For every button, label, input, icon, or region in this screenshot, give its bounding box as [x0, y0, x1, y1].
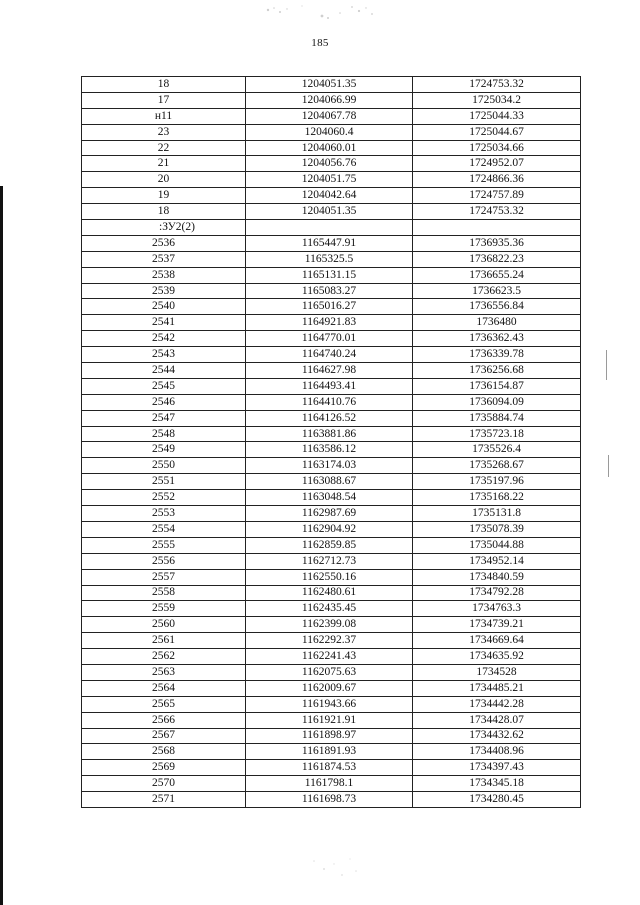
y-coordinate-cell: 1736362.43	[413, 331, 581, 347]
point-number-cell: 2564	[82, 680, 246, 696]
table-row	[82, 283, 581, 299]
point-number-cell: 17	[82, 92, 246, 108]
scan-edge-line	[606, 350, 607, 380]
point-number-cell: 2570	[82, 776, 246, 792]
table-row	[82, 601, 581, 617]
x-coordinate-cell: 1162075.63	[246, 664, 413, 680]
x-coordinate-cell: 1162435.45	[246, 601, 413, 617]
table-row	[82, 696, 581, 712]
point-number-cell: 2536	[82, 235, 246, 251]
x-coordinate-cell: 1164627.98	[246, 363, 413, 379]
table-row	[82, 792, 581, 808]
x-coordinate-cell: 1204060.01	[246, 140, 413, 156]
point-number-cell: 2545	[82, 378, 246, 394]
point-number-cell: 2549	[82, 442, 246, 458]
x-coordinate-cell: 1161921.91	[246, 712, 413, 728]
y-coordinate-cell: 1724757.89	[413, 188, 581, 204]
y-coordinate-cell: 1724753.32	[413, 77, 581, 93]
table-row	[82, 537, 581, 553]
point-number-cell: н11	[82, 108, 246, 124]
table-row	[82, 394, 581, 410]
x-coordinate-cell: 1162987.69	[246, 506, 413, 522]
point-number-cell: 2567	[82, 728, 246, 744]
x-coordinate-cell: 1204060.4	[246, 124, 413, 140]
x-coordinate-cell: 1204066.99	[246, 92, 413, 108]
y-coordinate-cell: 1734528	[413, 664, 581, 680]
y-coordinate-cell: 1734408.96	[413, 744, 581, 760]
x-coordinate-cell: 1163881.86	[246, 426, 413, 442]
point-number-cell: 2546	[82, 394, 246, 410]
scan-noise-mark	[304, 855, 364, 883]
x-coordinate-cell: 1163174.03	[246, 458, 413, 474]
y-coordinate-cell: 1734763.3	[413, 601, 581, 617]
point-number-cell: 2548	[82, 426, 246, 442]
y-coordinate-cell: 1735268.67	[413, 458, 581, 474]
point-number-cell: 2554	[82, 521, 246, 537]
x-coordinate-cell: 1162550.16	[246, 569, 413, 585]
y-coordinate-cell: 1734345.18	[413, 776, 581, 792]
y-coordinate-cell: 1735168.22	[413, 490, 581, 506]
x-coordinate-cell: 1162904.92	[246, 521, 413, 537]
y-coordinate-cell: 1734635.92	[413, 649, 581, 665]
table-row	[82, 585, 581, 601]
x-coordinate-cell: 1164493.41	[246, 378, 413, 394]
x-coordinate-cell: 1162480.61	[246, 585, 413, 601]
y-coordinate-cell: 1734442.28	[413, 696, 581, 712]
y-coordinate-cell: 1736256.68	[413, 363, 581, 379]
table-section-row	[82, 220, 581, 236]
x-coordinate-cell: 1165131.15	[246, 267, 413, 283]
table-row	[82, 442, 581, 458]
table-row	[82, 156, 581, 172]
x-coordinate-cell: 1165325.5	[246, 251, 413, 267]
point-number-cell: 2553	[82, 506, 246, 522]
table-row	[82, 649, 581, 665]
y-coordinate-cell: 1734840.59	[413, 569, 581, 585]
x-coordinate-cell: 1162399.08	[246, 617, 413, 633]
table-row	[82, 506, 581, 522]
table-row	[82, 267, 581, 283]
table-row	[82, 378, 581, 394]
x-coordinate-cell: 1204051.75	[246, 172, 413, 188]
point-number-cell: 20	[82, 172, 246, 188]
y-coordinate-cell: 1735526.4	[413, 442, 581, 458]
y-coordinate-cell: 1734739.21	[413, 617, 581, 633]
table-row	[82, 521, 581, 537]
y-coordinate-cell: 1734485.21	[413, 680, 581, 696]
point-number-cell: 18	[82, 77, 246, 93]
x-coordinate-cell: 1163586.12	[246, 442, 413, 458]
page-number: 185	[311, 37, 329, 49]
y-coordinate-cell: 1735884.74	[413, 410, 581, 426]
point-number-cell: 2555	[82, 537, 246, 553]
point-number-cell: 2550	[82, 458, 246, 474]
table-row	[82, 664, 581, 680]
point-number-cell: 19	[82, 188, 246, 204]
point-number-cell: 22	[82, 140, 246, 156]
point-number-cell: 2540	[82, 299, 246, 315]
point-number-cell: 23	[82, 124, 246, 140]
table-row	[82, 458, 581, 474]
scan-noise-mark	[262, 2, 382, 22]
x-coordinate-cell: 1164410.76	[246, 394, 413, 410]
x-coordinate-cell: 1164921.83	[246, 315, 413, 331]
y-coordinate-cell: 1734432.62	[413, 728, 581, 744]
point-number-cell: 2556	[82, 553, 246, 569]
y-coordinate-cell: 1725034.66	[413, 140, 581, 156]
point-number-cell: 2547	[82, 410, 246, 426]
y-coordinate-cell: 1736655.24	[413, 267, 581, 283]
y-coordinate-cell: 1736935.36	[413, 235, 581, 251]
table-row	[82, 410, 581, 426]
point-number-cell: 2569	[82, 760, 246, 776]
x-coordinate-cell: 1161874.53	[246, 760, 413, 776]
table-row	[82, 124, 581, 140]
table-row	[82, 744, 581, 760]
scan-edge-bar	[0, 186, 3, 905]
point-number-cell: 2551	[82, 474, 246, 490]
y-coordinate-cell: 1724753.32	[413, 204, 581, 220]
y-coordinate-cell: 1735197.96	[413, 474, 581, 490]
x-coordinate-cell: 1162241.43	[246, 649, 413, 665]
x-coordinate-cell: 1161798.1	[246, 776, 413, 792]
x-coordinate-cell: 1165016.27	[246, 299, 413, 315]
y-coordinate-cell: 1725044.33	[413, 108, 581, 124]
table-row	[82, 474, 581, 490]
table-row	[82, 490, 581, 506]
point-number-cell: 2552	[82, 490, 246, 506]
table-row	[82, 569, 581, 585]
point-number-cell: 2542	[82, 331, 246, 347]
point-number-cell: 2543	[82, 347, 246, 363]
y-coordinate-cell: 1736623.5	[413, 283, 581, 299]
coordinates-table	[81, 76, 581, 808]
table-row	[82, 188, 581, 204]
y-coordinate-cell: 1736339.78	[413, 347, 581, 363]
x-coordinate-cell: 1162859.85	[246, 537, 413, 553]
x-coordinate-cell: 1163088.67	[246, 474, 413, 490]
point-number-cell: 2544	[82, 363, 246, 379]
y-coordinate-cell: 1735131.8	[413, 506, 581, 522]
y-coordinate-cell: 1734428.07	[413, 712, 581, 728]
table-row	[82, 426, 581, 442]
point-number-cell: 2539	[82, 283, 246, 299]
y-coordinate-cell: 1734952.14	[413, 553, 581, 569]
x-coordinate-cell: 1204051.35	[246, 77, 413, 93]
point-number-cell: 21	[82, 156, 246, 172]
x-coordinate-cell: 1162009.67	[246, 680, 413, 696]
table-row	[82, 347, 581, 363]
y-coordinate-cell: 1736556.84	[413, 299, 581, 315]
x-coordinate-cell: 1161891.93	[246, 744, 413, 760]
point-number-cell: 2541	[82, 315, 246, 331]
point-number-cell: 2571	[82, 792, 246, 808]
table-row	[82, 315, 581, 331]
x-coordinate-cell: 1164770.01	[246, 331, 413, 347]
table-row	[82, 108, 581, 124]
y-coordinate-cell: 1734280.45	[413, 792, 581, 808]
x-coordinate-cell: 1165447.91	[246, 235, 413, 251]
y-coordinate-cell: 1734669.64	[413, 633, 581, 649]
y-coordinate-cell: 1736822.23	[413, 251, 581, 267]
table-row	[82, 331, 581, 347]
x-coordinate-cell: 1204067.78	[246, 108, 413, 124]
point-number-cell: 2560	[82, 617, 246, 633]
point-number-cell: 2537	[82, 251, 246, 267]
x-coordinate-cell: 1161698.73	[246, 792, 413, 808]
table-row	[82, 680, 581, 696]
point-number-cell: 2538	[82, 267, 246, 283]
table-row	[82, 712, 581, 728]
y-coordinate-cell: 1736094.09	[413, 394, 581, 410]
scan-edge-line	[608, 455, 609, 477]
x-coordinate-cell: 1164740.24	[246, 347, 413, 363]
y-coordinate-cell: 1735723.18	[413, 426, 581, 442]
y-coordinate-cell: 1725044.67	[413, 124, 581, 140]
coordinates-table-body	[82, 77, 581, 808]
y-coordinate-cell	[413, 220, 581, 236]
y-coordinate-cell: 1734397.43	[413, 760, 581, 776]
table-row	[82, 251, 581, 267]
y-coordinate-cell: 1735044.88	[413, 537, 581, 553]
y-coordinate-cell: 1734792.28	[413, 585, 581, 601]
table-row	[82, 299, 581, 315]
table-row	[82, 204, 581, 220]
x-coordinate-cell: 1204051.35	[246, 204, 413, 220]
table-row	[82, 633, 581, 649]
table-row	[82, 760, 581, 776]
x-coordinate-cell: 1161898.97	[246, 728, 413, 744]
point-number-cell: 2566	[82, 712, 246, 728]
point-number-cell: 2561	[82, 633, 246, 649]
point-number-cell: 18	[82, 204, 246, 220]
x-coordinate-cell: 1162292.37	[246, 633, 413, 649]
x-coordinate-cell: 1204042.64	[246, 188, 413, 204]
point-number-cell: 2563	[82, 664, 246, 680]
point-number-cell: 2568	[82, 744, 246, 760]
x-coordinate-cell	[246, 220, 413, 236]
point-number-cell: 2557	[82, 569, 246, 585]
y-coordinate-cell: 1724952.07	[413, 156, 581, 172]
point-number-cell: 2558	[82, 585, 246, 601]
point-number-cell: :ЗУ2(2)	[82, 220, 246, 236]
table-row	[82, 617, 581, 633]
table-row	[82, 363, 581, 379]
point-number-cell: 2559	[82, 601, 246, 617]
table-row	[82, 92, 581, 108]
y-coordinate-cell: 1725034.2	[413, 92, 581, 108]
x-coordinate-cell: 1163048.54	[246, 490, 413, 506]
y-coordinate-cell: 1736480	[413, 315, 581, 331]
x-coordinate-cell: 1204056.76	[246, 156, 413, 172]
table-row	[82, 553, 581, 569]
x-coordinate-cell: 1161943.66	[246, 696, 413, 712]
y-coordinate-cell: 1735078.39	[413, 521, 581, 537]
table-row	[82, 172, 581, 188]
y-coordinate-cell: 1724866.36	[413, 172, 581, 188]
table-row	[82, 235, 581, 251]
x-coordinate-cell: 1165083.27	[246, 283, 413, 299]
point-number-cell: 2565	[82, 696, 246, 712]
x-coordinate-cell: 1162712.73	[246, 553, 413, 569]
x-coordinate-cell: 1164126.52	[246, 410, 413, 426]
table-row	[82, 77, 581, 93]
point-number-cell: 2562	[82, 649, 246, 665]
table-row	[82, 776, 581, 792]
table-row	[82, 140, 581, 156]
table-row	[82, 728, 581, 744]
y-coordinate-cell: 1736154.87	[413, 378, 581, 394]
